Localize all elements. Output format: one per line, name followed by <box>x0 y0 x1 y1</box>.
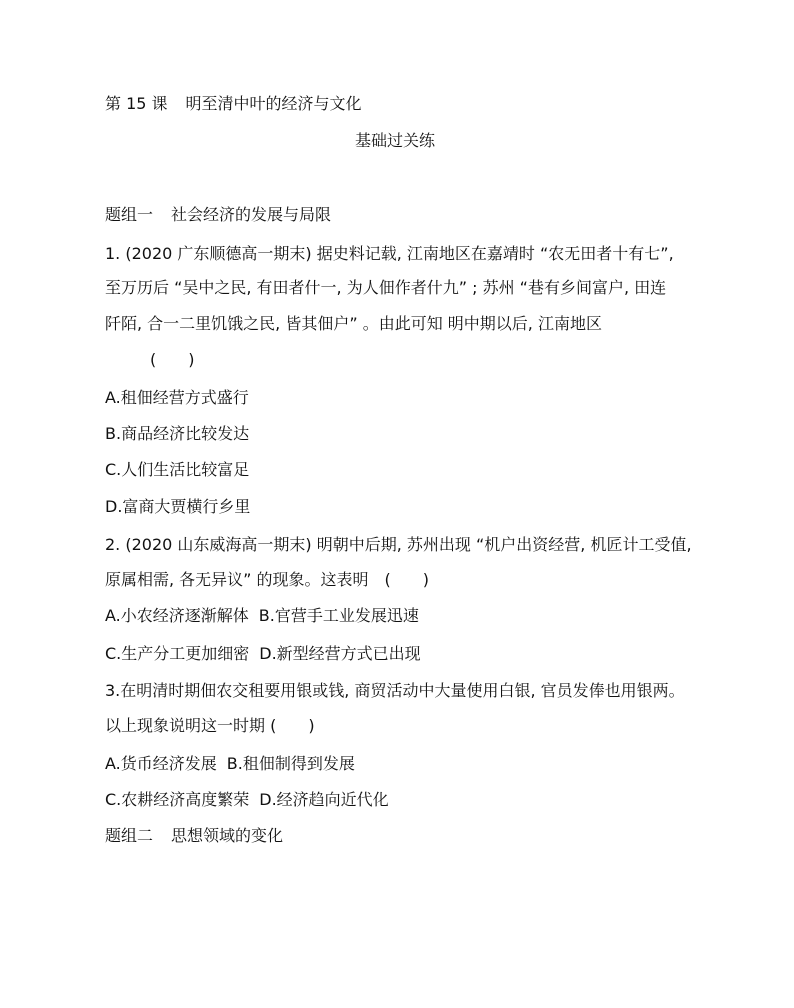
question-2-line-1: 2. (2020 山东威海高一期末) 明朝中后期, 苏州出现 “机户出资经营, 机匠计工受值, <box>105 535 692 554</box>
question-2-option-a: A.小农经济逐渐解体 <box>105 606 249 625</box>
lesson-title <box>105 94 362 114</box>
group-heading-2 <box>105 826 283 846</box>
group-label: 题组一 <box>105 205 154 224</box>
question-1-option-d: D.富商大贾横行乡里 <box>105 497 251 516</box>
question-3-line-1: 3.在明清时期佃农交租要用银或钱, 商贸活动中大量使用白银, 官员发俸也用银两。 <box>105 681 685 700</box>
question-3-line-2: 以上现象说明这一时期 ( ) <box>105 716 315 735</box>
question-3-options-ab <box>105 754 355 774</box>
question-3-option-d: D.经济趋向近代化 <box>259 790 389 809</box>
group-label: 题组二 <box>105 826 154 845</box>
lesson-number: 第 15 课 <box>105 94 168 113</box>
question-1-option-c: C.人们生活比较富足 <box>105 460 250 479</box>
group-topic: 思想领域的变化 <box>171 826 284 845</box>
question-1-answer-blank: ( ) <box>150 350 195 369</box>
question-1-line-2: 至万历后 “吴中之民, 有田者什一, 为人佃作者什九” ; 苏州 “巷有乡间富户, 田连 <box>105 278 667 297</box>
question-3-option-a: A.货币经济发展 <box>105 754 217 773</box>
question-2-option-b: B.官营手工业发展迅速 <box>258 606 419 625</box>
question-1-line-1: 1. (2020 广东顺德高一期末) 据史料记载, 江南地区在嘉靖时 “农无田者十有七”, <box>105 244 674 263</box>
question-1-line-3: 阡陌, 合一二里饥饿之民, 皆其佃户” 。由此可知 明中期以后, 江南地区 <box>105 314 602 333</box>
question-1-option-a: A.租佃经营方式盛行 <box>105 388 249 407</box>
question-2-options-cd <box>105 644 421 664</box>
question-2-option-c: C.生产分工更加细密 <box>105 644 250 663</box>
question-2-options-ab <box>105 606 419 626</box>
group-heading-1 <box>105 205 331 225</box>
question-3-option-b: B.租佃制得到发展 <box>226 754 355 773</box>
lesson-name: 明至清中叶的经济与文化 <box>185 94 362 113</box>
question-3-option-c: C.农耕经济高度繁荣 <box>105 790 250 809</box>
question-2-option-d: D.新型经营方式已出现 <box>259 644 421 663</box>
group-topic: 社会经济的发展与局限 <box>171 205 332 224</box>
section-subtitle: 基础过关练 <box>355 131 436 150</box>
question-3-options-cd <box>105 790 389 810</box>
question-2-line-2: 原属相需, 各无异议” 的现象。这表明 ( ) <box>105 570 430 589</box>
question-1-option-b: B.商品经济比较发达 <box>105 424 250 443</box>
